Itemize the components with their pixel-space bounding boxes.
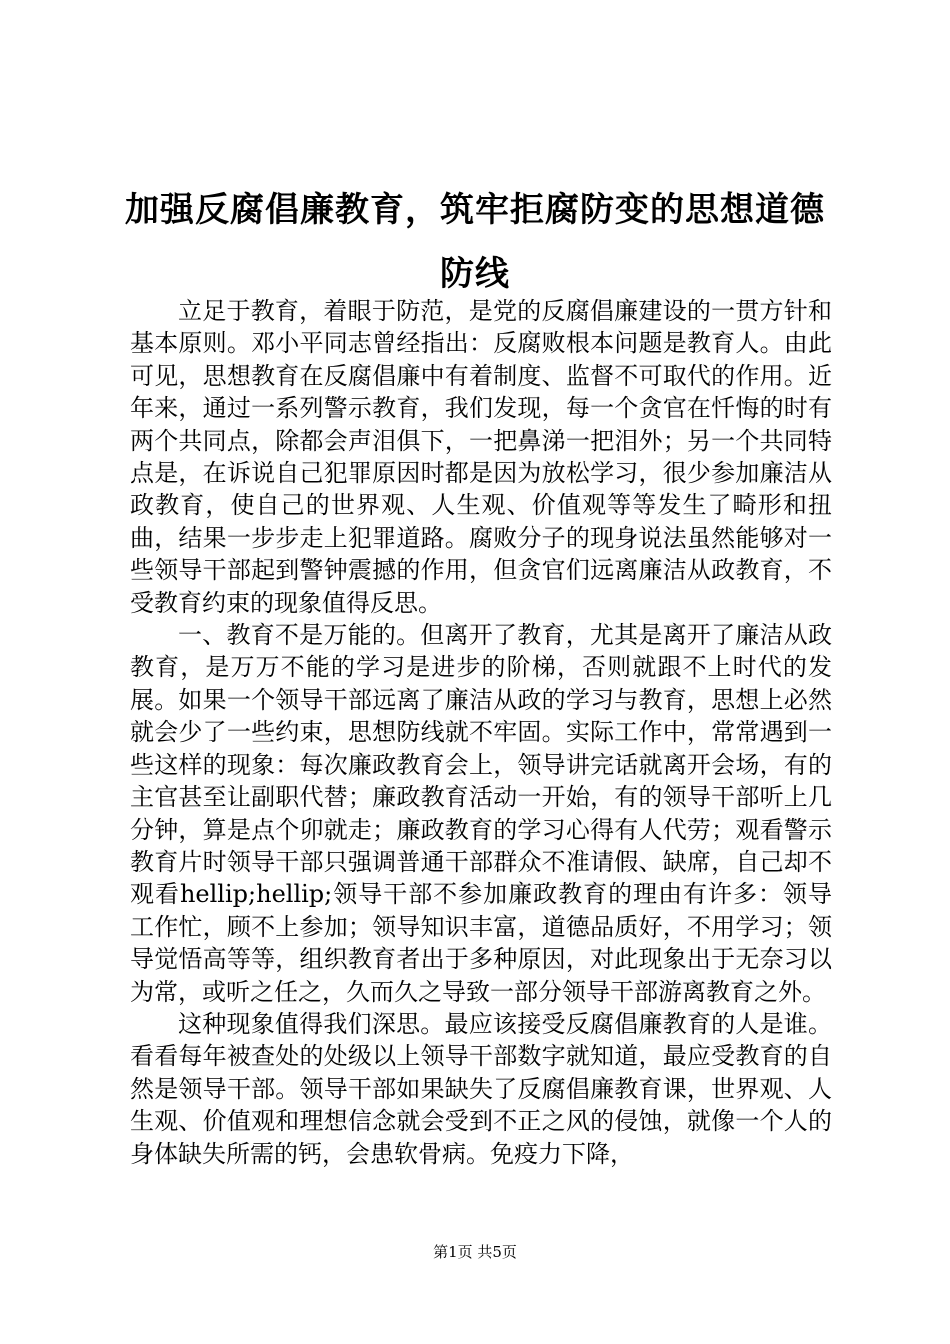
paragraph-3: 这种现象值得我们深思。最应该接受反腐倡廉教育的人是谁。看看每年被查处的处级以上领导干部数字就知道，最应受教育的自然是领导干部。领导干部如果缺失了反腐倡廉教育课，世界观、人生观、价值观和理想信念就会受到不正之风的侵蚀，就像一个人的身体缺失所需的钙，会患软骨病。免疫力下降， bbox=[130, 1009, 832, 1168]
paragraph-1: 立足于教育，着眼于防范，是党的反腐倡廉建设的一贯方针和基本原则。邓小平同志曾经指出：反腐败根本问题是教育人。由此可见，思想教育在反腐倡廉中有着制度、监督不可取代的作用。近年来，通过一系列警示教育，我们发现，每一个贪官在忏悔的时有两个共同点，除都会声泪俱下，一把鼻涕一把泪外；另一个共同特点是，在诉说自己犯罪原因时都是因为放松学习，很少参加廉洁从政教育，使自己的世界观、人生观、价值观等等发生了畸形和扭曲，结果一步步走上犯罪道路。腐败分子的现身说法虽然能够对一些领导干部起到警钟震撼的作用，但贪官们远离廉洁从政教育，不受教育约束的现象值得反思。 bbox=[130, 297, 832, 617]
document-title: 加强反腐倡廉教育，筑牢拒腐防变的思想道德防线 bbox=[125, 190, 825, 294]
page-number-footer: 第1页 共5页 bbox=[433, 1243, 517, 1261]
paragraph-2: 一、教育不是万能的。但离开了教育，尤其是离开了廉洁从政教育，是万万不能的学习是进步的阶梯，否则就跟不上时代的发展。如果一个领导干部远离了廉洁从政的学习与教育，思想上必然就会少了一些约束，思想防线就不牢固。实际工作中，常常遇到一些这样的现象：每次廉政教育会上，领导讲完话就离开会场，有的主官甚至让副职代替；廉政教育活动一开始，有的领导干部听上几分钟，算是点个卯就走；廉政教育的学习心得有人代劳；观看警示教育片时领导干部只强调普通干部群众不准请假、缺席，自己却不观看hellip;hellip;领导干部不参加廉政教育的理由有许多：领导工作忙，顾不上参加；领导知识丰富，道德品质好，不用学习；领导觉悟高等等，组织教育者出于多种原因，对此现象出于无奈习以为常，或听之任之，久而久之导致一部分领导干部游离教育之外。 bbox=[130, 621, 832, 1006]
document-body bbox=[130, 295, 832, 1170]
